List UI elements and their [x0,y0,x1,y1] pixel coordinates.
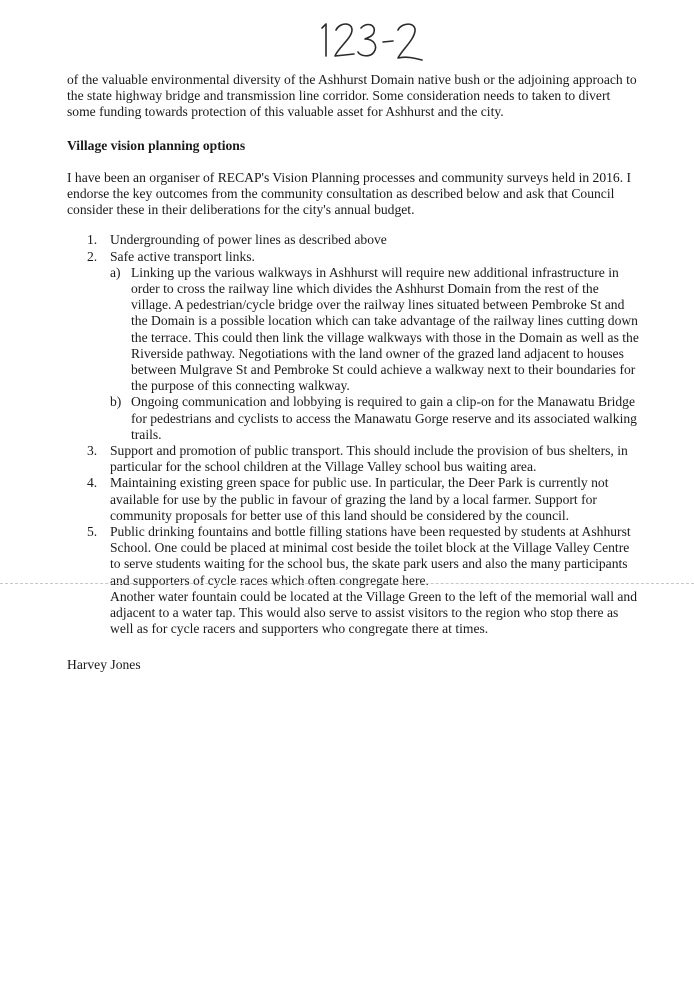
list-number: 3. [87,443,98,459]
list-item-text: Support and promotion of public transport. This should include the provision of bus shelters, in particular for the school children at the Village Valley school bus waiting area. [110,443,628,475]
lettered-sublist [110,265,642,443]
sublist-letter: b) [110,394,122,410]
sublist-item [110,265,642,395]
list-item [67,249,642,443]
list-number: 5. [87,524,98,540]
sublist-item-text: Ongoing communication and lobbying is required to gain a clip-on for the Manawatu Bridge for pedestrians and cyclists to access the Manawatu Gorge reserve and its associated walking trails. [131,394,637,442]
list-item [67,232,642,248]
intro-paragraph: of the valuable environmental diversity of the Ashhurst Domain native bush or the adjoining approach to the state highway bridge and transmission line corridor. Some consideration needs to taken to divert some funding towards protection of this valuable asset for Ashhurst and the city. [67,72,637,120]
section-heading: Village vision planning options [67,137,246,153]
list-item-text: Maintaining existing green space for public use. In particular, the Deer Park is currently not available for use by the public in favour of grazing the land by a local farmer. Support for community proposals for better use of this land should be considered by the council. [110,475,609,523]
list-number: 2. [87,248,98,264]
list-item [67,443,642,475]
scan-fold-line [0,583,694,584]
body-paragraph: I have been an organiser of RECAP's Vision Planning processes and community surveys held in 2016. I endorse the key outcomes from the community consultation as described below and ask that Council consider these in their deliberations for the city's annual budget. [67,169,632,218]
numbered-list [67,232,642,637]
list-item-text: Public drinking fountains and bottle filling stations have been requested by students at Ashhurst School. One could be placed at minimal cost beside the toilet block at the Village Valley Centre to serve students waiting for the school bus, the skate park users and also the many participants and supporters of cycle races which often congregate here. [110,524,631,588]
signature-name: Harvey Jones [67,656,141,672]
list-number: 4. [87,475,98,491]
sublist-item-text: Linking up the various walkways in Ashhurst will require new additional infrastructure in order to cross the railway line which divides the Ashhurst Domain from the rest of the village. A pedestrian/cycle bridge over the railway lines situated between Pembroke St and the Domain is a possible location which can take advantage of the railway lines cutting down the terrace. This could then link the village walkways with those in the Domain as well as the Riverside pathway. Negotiations with the land owner of the grazed land adjacent to houses between Mulgrave St and Pembroke St could achieve a walkway next to their boundaries for the purpose of this connecting walkway. [131,264,639,394]
list-item-continuation: Another water fountain could be located at the Village Green to the left of the memorial wall and adjacent to a water tap. This would also serve to assist visitors to the region who stop there as well as for cycle racers and supporters who congregate there at times. [110,588,638,637]
handwritten-reference-number [314,18,424,66]
list-item-text: Safe active transport links. [110,248,255,264]
list-number: 1. [87,232,98,248]
list-item [67,475,642,524]
sublist-item [110,394,642,443]
sublist-letter: a) [110,264,121,280]
list-item-text: Undergrounding of power lines as described above [110,232,387,248]
list-item [67,524,642,637]
